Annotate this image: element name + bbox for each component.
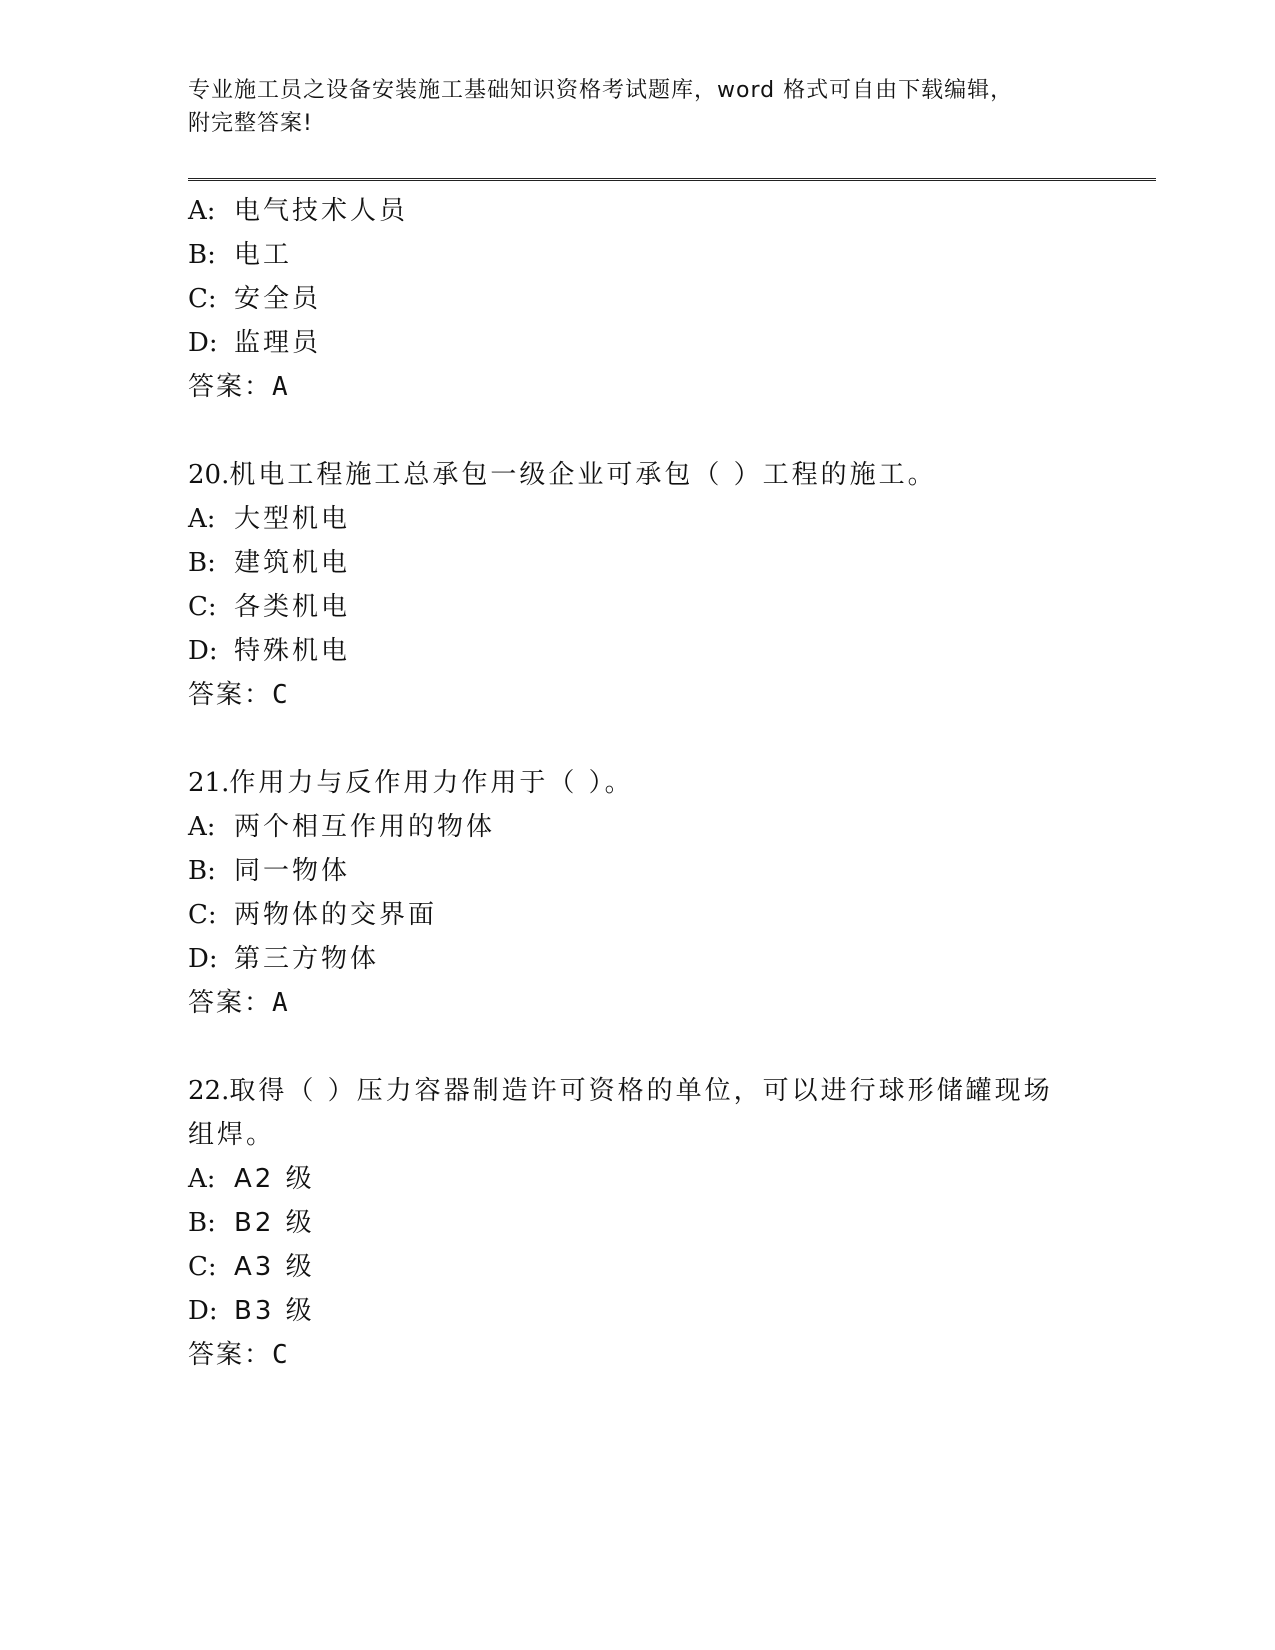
option-c: C: 安全员 — [188, 284, 322, 314]
option-b: B: B2 级 — [188, 1208, 315, 1238]
question-text: 20.机电工程施工总承包一级企业可承包（ ）工程的施工。 — [188, 460, 937, 490]
option-b: B: 电工 — [188, 240, 293, 270]
option-d: D: 第三方物体 — [188, 944, 380, 974]
option-a: A: A2 级 — [188, 1164, 315, 1194]
question-text-continued: 组焊。 — [188, 1120, 276, 1150]
question-text: 21.作用力与反作用力作用于（ ）。 — [188, 768, 634, 798]
option-b: B: 建筑机电 — [188, 548, 351, 578]
option-a: A: 大型机电 — [188, 504, 351, 534]
header-divider — [188, 178, 1156, 181]
answer-line: 答案：A — [188, 988, 288, 1018]
option-b: B: 同一物体 — [188, 856, 351, 886]
option-c: C: 两物体的交界面 — [188, 900, 438, 930]
question-text: 22.取得（ ）压力容器制造许可资格的单位，可以进行球形储罐现场 — [188, 1076, 1053, 1106]
header-line-1: 专业施工员之设备安装施工基础知识资格考试题库，word 格式可自由下载编辑， — [188, 78, 1014, 103]
option-c: C: A3 级 — [188, 1252, 315, 1282]
option-c: C: 各类机电 — [188, 592, 351, 622]
document-header — [188, 74, 1088, 140]
option-d: D: B3 级 — [188, 1296, 315, 1326]
header-line-2: 附完整答案! — [188, 111, 313, 136]
option-a: A: 电气技术人员 — [188, 196, 409, 226]
option-a: A: 两个相互作用的物体 — [188, 812, 496, 842]
option-d: D: 监理员 — [188, 328, 322, 358]
answer-line: 答案：C — [188, 680, 288, 710]
option-d: D: 特殊机电 — [188, 636, 351, 666]
answer-line: 答案：C — [188, 1340, 288, 1370]
answer-line: 答案：A — [188, 372, 288, 402]
